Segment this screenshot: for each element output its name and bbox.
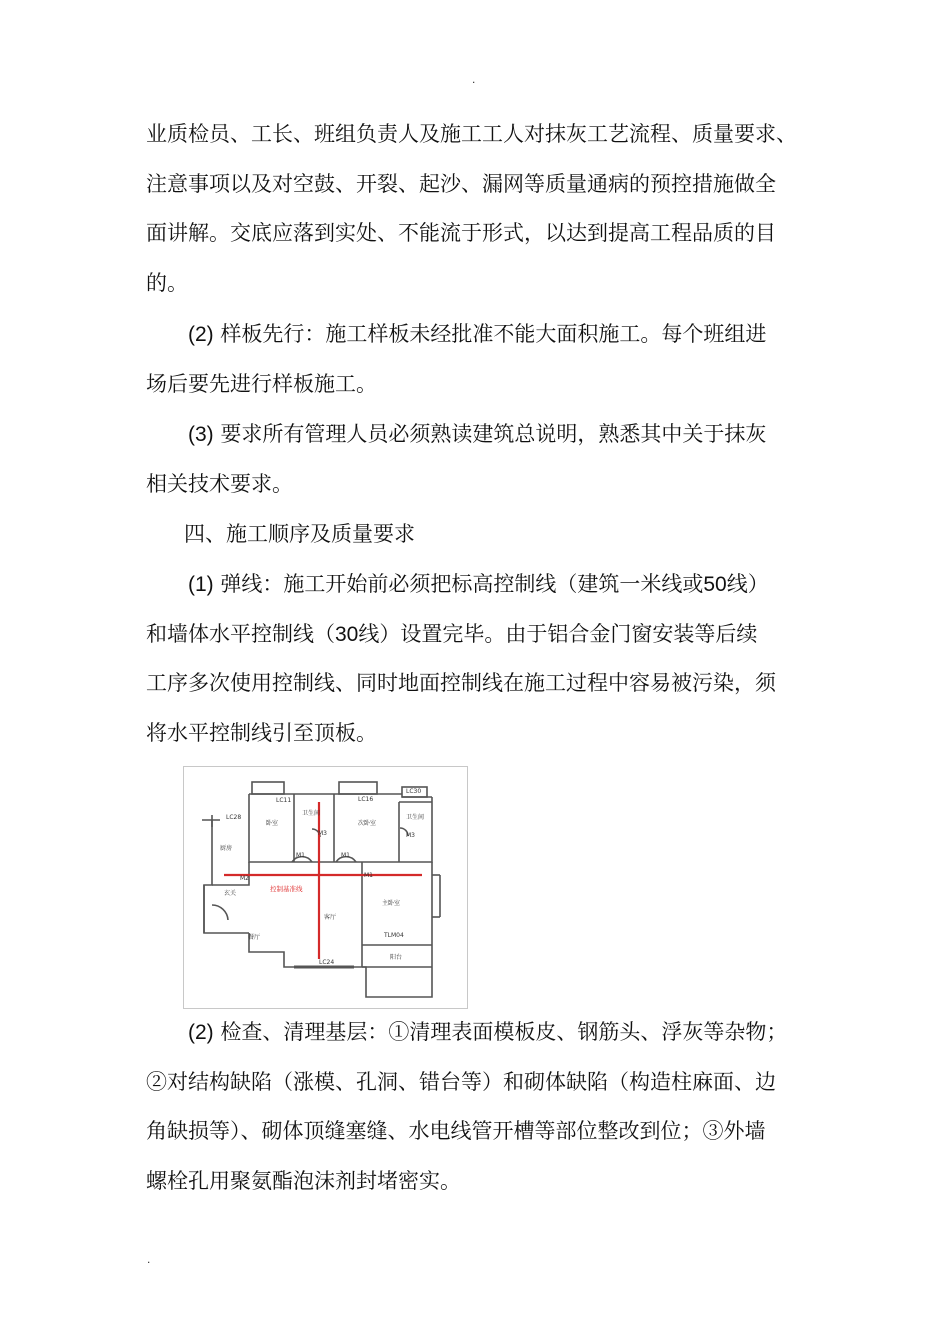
door-tag: M3 — [318, 830, 327, 837]
text-line — [146, 1008, 811, 1058]
window-tag: LC30 — [406, 788, 422, 795]
item-number: (2) — [188, 323, 214, 346]
room-label: 主卧室 — [382, 900, 401, 907]
heading-text — [146, 510, 811, 560]
paragraph-clean-base — [146, 1008, 811, 1206]
room-label: 卫生间 — [406, 814, 425, 821]
room-label: 卫生间 — [302, 810, 321, 817]
section-heading — [146, 510, 811, 560]
text-segment: 要求所有管理人员必须熟读建筑总说明，熟悉其中关于抹灰 — [220, 422, 767, 446]
door-tag: TLM04 — [384, 932, 404, 939]
text-line: 面讲解。交底应落到实处、不能流于形式，以达到提高工程品质的目 — [146, 221, 776, 245]
text-segment: 检查、清理基层：①清理表面模板皮、钢筋头、浮灰等杂物； — [220, 1020, 788, 1044]
door-tag: M1 — [364, 872, 373, 879]
room-label: 卧室 — [266, 820, 279, 827]
paragraph-snap-line — [146, 560, 811, 758]
text-line: 相关技术要求。 — [146, 471, 293, 496]
floor-plan-drawing — [184, 767, 467, 1008]
text-line — [146, 310, 811, 360]
window-tag: LC28 — [226, 814, 242, 821]
paragraph-read-spec — [146, 410, 811, 509]
item-number: (3) — [188, 423, 214, 446]
door-tag: M2 — [240, 875, 249, 882]
text-line: 工序多次使用控制线、同时地面控制线在施工过程中容易被污染，须 — [146, 671, 776, 695]
room-label: 客厅 — [324, 914, 337, 921]
text-segment: 弹线：施工开始前必须把标高控制线（建筑一米线或 — [220, 572, 704, 596]
control-line-label: 控制基准线 — [270, 885, 303, 893]
text-line: 的。 — [146, 270, 188, 295]
room-label: 阳台 — [390, 954, 403, 961]
text-segment: 样板先行：施工样板未经批准不能大面积施工。每个班组进 — [220, 322, 767, 346]
paragraph-briefing-continued — [146, 110, 811, 308]
door-tag: M1 — [296, 852, 305, 859]
footer-mark: . — [147, 1252, 151, 1266]
text-segment: 线）设置完毕。由于铝合金门窗安装等后续 — [358, 621, 758, 646]
text-line: 螺栓孔用聚氨酯泡沫剂封堵密实。 — [146, 1168, 461, 1193]
text-line — [146, 410, 811, 460]
window-tag: LC11 — [276, 797, 292, 804]
window-tag: LC16 — [358, 796, 374, 803]
heading-label: 四、施工顺序及质量要求 — [184, 522, 415, 546]
text-segment: 线） — [726, 572, 769, 596]
text-line: 将水平控制线引至顶板。 — [146, 720, 377, 745]
item-number: (1) — [188, 573, 214, 596]
header-mark: . — [472, 72, 476, 86]
window-tag: LC24 — [319, 959, 335, 966]
text-line: 角缺损等）、砌体顶缝塞缝、水电线管开槽等部位整改到位；③外墙 — [146, 1119, 766, 1143]
room-label: 玄关 — [224, 890, 237, 897]
floor-plan-figure — [183, 766, 468, 1009]
number-segment: 30 — [335, 622, 359, 646]
room-label: 餐厅 — [248, 934, 261, 941]
room-label: 次卧室 — [358, 820, 377, 827]
text-line — [146, 610, 811, 660]
text-segment: 和墙体水平控制线（ — [146, 621, 335, 646]
text-line: 业质检员、工长、班组负责人及施工工人对抹灰工艺流程、质量要求、 — [146, 122, 797, 146]
paragraph-sample-first — [146, 310, 811, 409]
text-line: 场后要先进行样板施工。 — [146, 371, 377, 396]
door-tag: M3 — [406, 832, 415, 839]
room-label: 厨房 — [220, 845, 233, 852]
text-line — [146, 560, 811, 610]
text-line: ②对结构缺陷（涨模、孔洞、错台等）和砌体缺陷（构造柱麻面、边 — [146, 1069, 776, 1094]
item-number: (2) — [188, 1021, 214, 1044]
door-tag: M1 — [341, 852, 350, 859]
text-line: 注意事项以及对空鼓、开裂、起沙、漏网等质量通病的预控措施做全 — [146, 171, 776, 196]
number-segment: 50 — [703, 573, 727, 596]
